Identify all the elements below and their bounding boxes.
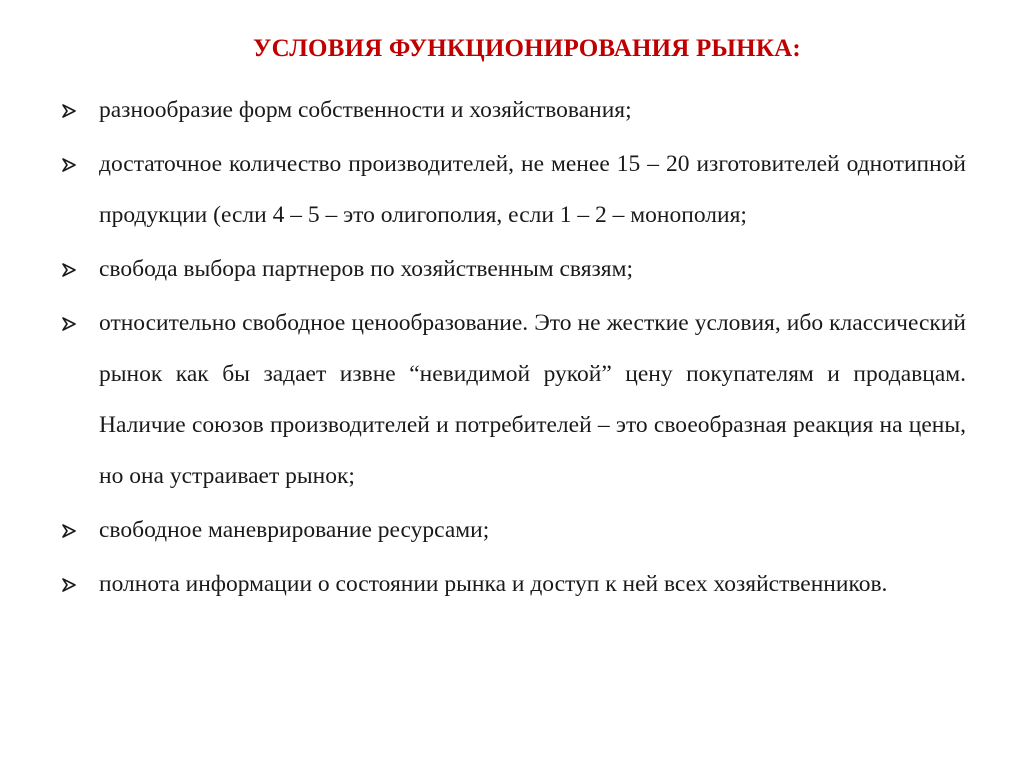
bullet-item [62,244,966,295]
bullet-text: свобода выбора партнеров по хозяйственным связям; [99,256,634,282]
bullet-text: достаточное количество производителей, не менее 15 – 20 изготовителей однотипной продукции (если 4 – 5 – это олигополия, если 1 – 2 – монополия; [99,151,966,228]
bullet-text: свободное маневрирование ресурсами; [99,517,490,543]
arrow-bullet-icon [62,244,82,295]
arrow-bullet-icon [62,505,82,556]
bullet-item [62,85,966,136]
arrow-bullet-icon [62,139,82,190]
slide-title: УСЛОВИЯ ФУНКЦИОНИРОВАНИЯ РЫНКА: [253,35,801,62]
bullet-item [62,298,966,502]
arrow-bullet-icon [62,85,82,136]
bullet-text: полнота информации о состоянии рынка и доступ к ней всех хозяйственников. [99,571,888,597]
bullet-text: относительно свободное ценообразование. Это не жесткие условия, ибо классический рынок как бы задает извне “невидимой рукой” цену покупателям и продавцам. Наличие союзов производителей и потребителей – это своеобразная реакция на цены, но она устраивает рынок; [99,310,966,489]
bullet-item [62,559,966,610]
bullet-text: разнообразие форм собственности и хозяйствования; [99,97,632,123]
arrow-bullet-icon [62,559,82,610]
bullet-list [62,85,966,613]
arrow-bullet-icon [62,298,82,349]
bullet-item [62,505,966,556]
bullet-item [62,139,966,241]
